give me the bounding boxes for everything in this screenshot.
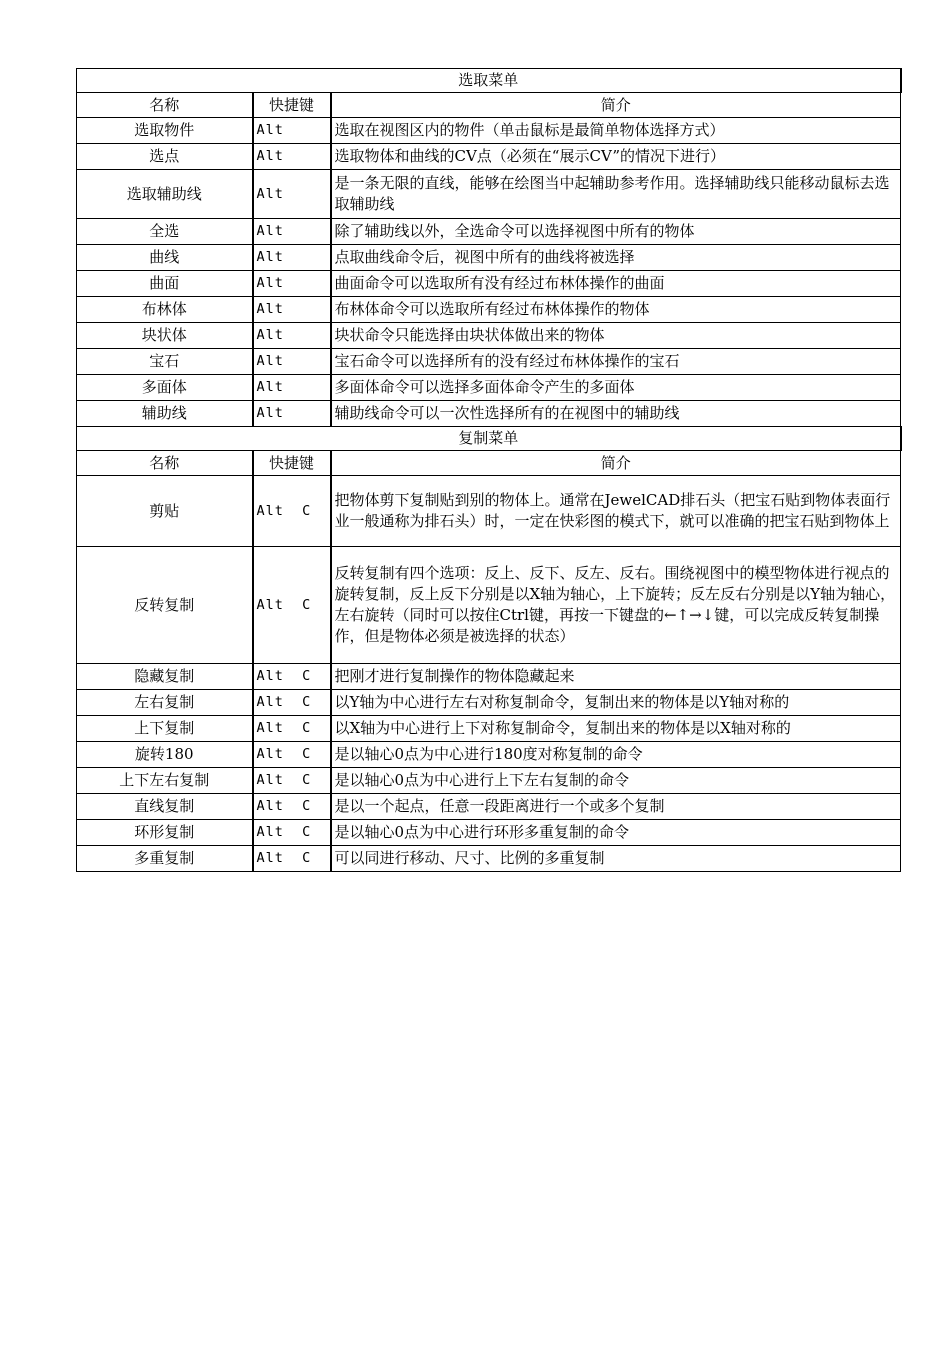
row-desc: 是一条无限的直线，能够在绘图当中起辅助参考作用。选择辅助线只能移动鼠标去选取辅助线 bbox=[331, 170, 901, 219]
row-name: 剪贴 bbox=[77, 476, 253, 547]
header-name: 名称 bbox=[77, 93, 253, 118]
table-row bbox=[77, 144, 901, 170]
row-name: 全选 bbox=[77, 219, 253, 245]
table-row bbox=[77, 716, 901, 742]
row-key: Alt bbox=[253, 170, 331, 219]
table-row bbox=[77, 820, 901, 846]
row-name: 选取物件 bbox=[77, 118, 253, 144]
row-key: Alt C bbox=[253, 476, 331, 547]
table-row bbox=[77, 245, 901, 271]
row-name: 多重复制 bbox=[77, 846, 253, 872]
row-desc: 除了辅助线以外，全选命令可以选择视图中所有的物体 bbox=[331, 219, 901, 245]
row-name: 宝石 bbox=[77, 349, 253, 375]
row-key: Alt bbox=[253, 219, 331, 245]
table-row bbox=[77, 401, 901, 427]
row-name: 隐藏复制 bbox=[77, 664, 253, 690]
table-row bbox=[77, 170, 901, 219]
header-desc: 简介 bbox=[331, 451, 901, 476]
row-key: Alt C bbox=[253, 820, 331, 846]
row-key: Alt bbox=[253, 118, 331, 144]
row-desc: 选取在视图区内的物件（单击鼠标是最简单物体选择方式） bbox=[331, 118, 901, 144]
row-name: 曲线 bbox=[77, 245, 253, 271]
table-row bbox=[77, 846, 901, 872]
row-desc: 曲面命令可以选取所有没有经过布林体操作的曲面 bbox=[331, 271, 901, 297]
row-key: Alt bbox=[253, 245, 331, 271]
header-name: 名称 bbox=[77, 451, 253, 476]
row-desc: 块状命令只能选择由块状体做出来的物体 bbox=[331, 323, 901, 349]
row-key: Alt bbox=[253, 323, 331, 349]
row-key: Alt C bbox=[253, 664, 331, 690]
table-row bbox=[77, 349, 901, 375]
header-key: 快捷键 bbox=[253, 451, 331, 476]
row-desc: 反转复制有四个选项：反上、反下、反左、反右。围绕视图中的模型物体进行视点的旋转复制，反上反下分别是以X轴为轴心，上下旋转；反左反右分别是以Y轴为轴心，左右旋转（同时可以按住Ctrl键，再按一下键盘的←↑→↓键，可以完成反转复制操作，但是物体必须是被选择的状态） bbox=[331, 547, 901, 664]
row-key: Alt bbox=[253, 375, 331, 401]
row-name: 曲面 bbox=[77, 271, 253, 297]
table-row bbox=[77, 323, 901, 349]
row-key: Alt bbox=[253, 349, 331, 375]
row-key: Alt C bbox=[253, 742, 331, 768]
table-row bbox=[77, 219, 901, 245]
row-desc: 是以轴心0点为中心进行上下左右复制的命令 bbox=[331, 768, 901, 794]
row-key: Alt bbox=[253, 144, 331, 170]
row-desc: 点取曲线命令后，视图中所有的曲线将被选择 bbox=[331, 245, 901, 271]
row-key: Alt C bbox=[253, 794, 331, 820]
row-name: 块状体 bbox=[77, 323, 253, 349]
row-name: 辅助线 bbox=[77, 401, 253, 427]
row-name: 反转复制 bbox=[77, 547, 253, 664]
table-row bbox=[77, 118, 901, 144]
row-name: 旋转180 bbox=[77, 742, 253, 768]
row-key: Alt bbox=[253, 401, 331, 427]
row-name: 布林体 bbox=[77, 297, 253, 323]
header-key: 快捷键 bbox=[253, 93, 331, 118]
row-desc: 是以轴心0点为中心进行环形多重复制的命令 bbox=[331, 820, 901, 846]
row-name: 直线复制 bbox=[77, 794, 253, 820]
row-desc: 多面体命令可以选择多面体命令产生的多面体 bbox=[331, 375, 901, 401]
row-key: Alt C bbox=[253, 547, 331, 664]
table-row bbox=[77, 547, 901, 664]
row-name: 环形复制 bbox=[77, 820, 253, 846]
table-row bbox=[77, 476, 901, 547]
section-title-select: 选取菜单 bbox=[77, 69, 901, 93]
table-row bbox=[77, 664, 901, 690]
table-row bbox=[77, 271, 901, 297]
table-row bbox=[77, 768, 901, 794]
row-name: 左右复制 bbox=[77, 690, 253, 716]
row-desc: 以Y轴为中心进行左右对称复制命令，复制出来的物体是以Y轴对称的 bbox=[331, 690, 901, 716]
row-name: 上下复制 bbox=[77, 716, 253, 742]
row-desc: 可以同进行移动、尺寸、比例的多重复制 bbox=[331, 846, 901, 872]
header-desc: 简介 bbox=[331, 93, 901, 118]
row-key: Alt C bbox=[253, 846, 331, 872]
table-row bbox=[77, 375, 901, 401]
section-title-copy: 复制菜单 bbox=[77, 427, 901, 451]
row-desc: 以X轴为中心进行上下对称复制命令，复制出来的物体是以X轴对称的 bbox=[331, 716, 901, 742]
row-key: Alt C bbox=[253, 768, 331, 794]
table-row bbox=[77, 297, 901, 323]
row-desc: 辅助线命令可以一次性选择所有的在视图中的辅助线 bbox=[331, 401, 901, 427]
row-desc: 布林体命令可以选取所有经过布林体操作的物体 bbox=[331, 297, 901, 323]
table-row bbox=[77, 794, 901, 820]
row-desc: 宝石命令可以选择所有的没有经过布林体操作的宝石 bbox=[331, 349, 901, 375]
row-desc: 把刚才进行复制操作的物体隐藏起来 bbox=[331, 664, 901, 690]
row-desc: 是以一个起点，任意一段距离进行一个或多个复制 bbox=[331, 794, 901, 820]
row-name: 多面体 bbox=[77, 375, 253, 401]
row-key: Alt C bbox=[253, 690, 331, 716]
row-key: Alt bbox=[253, 297, 331, 323]
row-key: Alt bbox=[253, 271, 331, 297]
table-row bbox=[77, 742, 901, 768]
row-name: 上下左右复制 bbox=[77, 768, 253, 794]
row-name: 选取辅助线 bbox=[77, 170, 253, 219]
row-desc: 是以轴心0点为中心进行180度对称复制的命令 bbox=[331, 742, 901, 768]
row-desc: 把物体剪下复制贴到别的物体上。通常在JewelCAD排石头（把宝石贴到物体表面行业一般通称为排石头）时，一定在快彩图的模式下，就可以准确的把宝石贴到物体上 bbox=[331, 476, 901, 547]
row-name: 选点 bbox=[77, 144, 253, 170]
shortcut-table bbox=[76, 68, 902, 872]
row-desc: 选取物体和曲线的CV点（必须在“展示CV”的情况下进行） bbox=[331, 144, 901, 170]
table-row bbox=[77, 690, 901, 716]
row-key: Alt C bbox=[253, 716, 331, 742]
